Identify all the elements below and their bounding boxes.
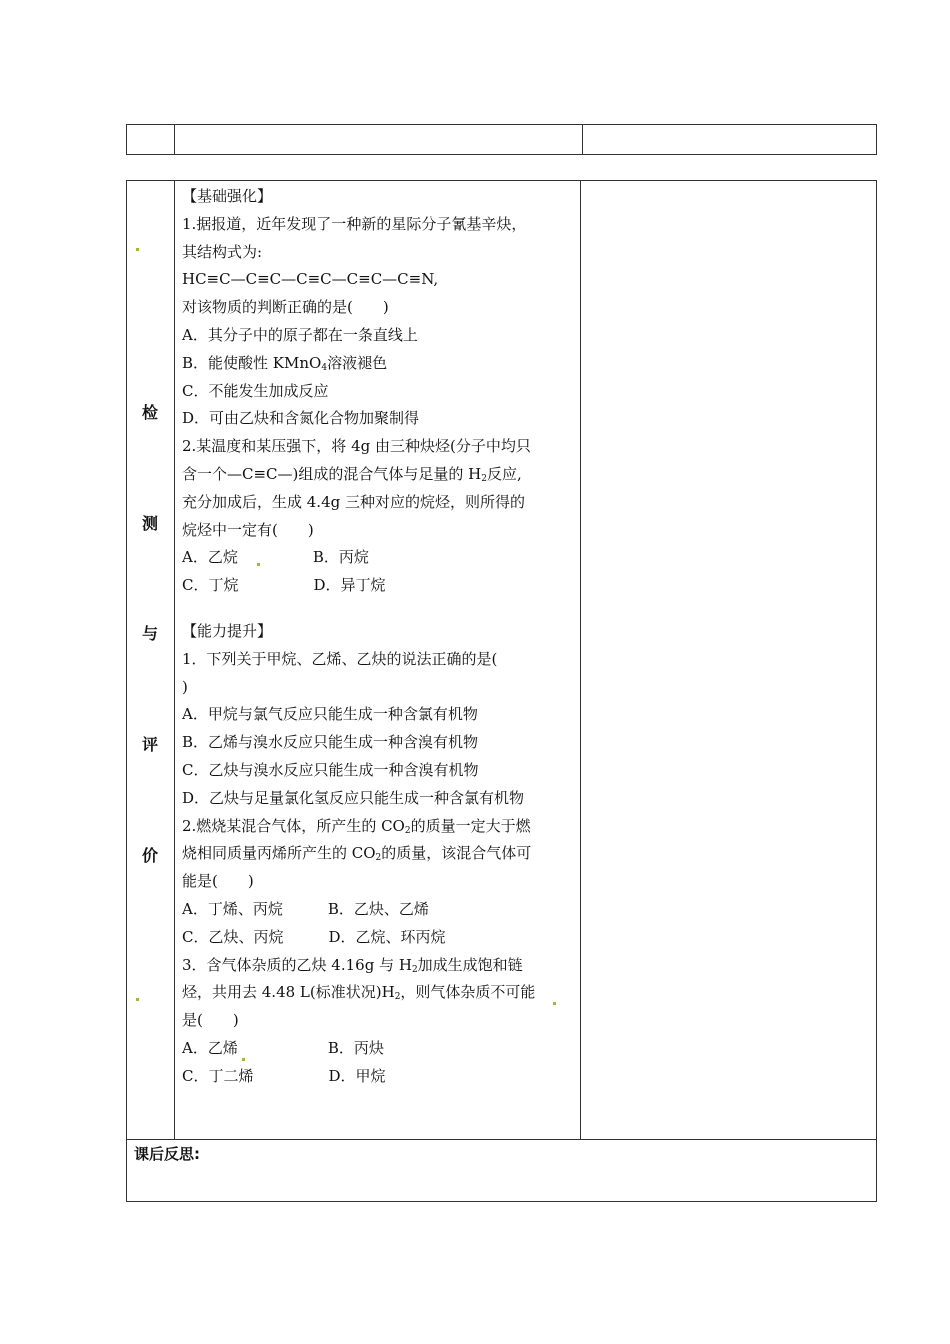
notes-column-divider — [580, 180, 581, 1140]
side-title-char: 检 — [141, 403, 158, 422]
option-b: B．能使酸性 KMnO$_4$溶液褪色 — [182, 353, 388, 373]
question-text: 含一个—C≡C—)组成的混合气体与足量的 $H_2$反应, — [182, 464, 522, 484]
option-a: A．其分子中的原子都在一条直线上 — [182, 325, 418, 344]
side-title-char: 测 — [141, 514, 158, 533]
header-divider — [582, 124, 583, 155]
side-column-divider — [174, 180, 175, 1140]
header-table — [126, 124, 877, 155]
question-text: 是( ) — [182, 1011, 239, 1030]
section-heading-advanced: 【能力提升】 — [182, 621, 273, 640]
question-text: 3．含气体杂质的乙炔 4.16g 与 $H_2$加成生成饱和链 — [182, 955, 523, 975]
question-text: 其结构式为: — [182, 242, 263, 261]
options-ab: A．乙烯 B．丙炔 — [182, 1038, 384, 1057]
decorative-dot — [136, 998, 139, 1001]
question-text: 烃，共用去 4.48 L(标准状况)$H_2$，则气体杂质不可能 — [182, 983, 536, 1003]
section-heading-basic: 【基础强化】 — [182, 187, 273, 205]
side-title-char: 与 — [141, 624, 158, 643]
question-text: 对该物质的判断正确的是( ) — [182, 298, 389, 317]
option-d: D．乙炔与足量氯化氢反应只能生成一种含氯有机物 — [182, 788, 525, 807]
question-text: ) — [182, 677, 188, 696]
options-ab: A．丁烯、丙烷 B．乙炔、乙烯 — [182, 899, 429, 918]
option-b: B．乙烯与溴水反应只能生成一种含溴有机物 — [182, 733, 479, 752]
option-c: C．不能发生加成反应 — [182, 381, 329, 400]
header-divider — [174, 124, 175, 155]
question-text: 烧相同质量丙烯所产生的 $CO_2$的质量，该混合气体可 — [182, 844, 532, 864]
question-content — [182, 183, 577, 1091]
question-text: 烷烃中一定有( ) — [182, 520, 314, 539]
decorative-dot — [136, 248, 139, 251]
options-cd: C．丁二烯 D．甲烷 — [182, 1066, 386, 1085]
option-c: C．乙炔与溴水反应只能生成一种含溴有机物 — [182, 760, 479, 779]
side-title-char: 价 — [141, 846, 158, 865]
question-text: 能是( ) — [182, 872, 254, 891]
side-title-char: 评 — [141, 735, 158, 754]
reflection-divider — [126, 1139, 877, 1140]
question-text: 2.某温度和某压强下，将 4g 由三种炔烃(分子中均只 — [182, 437, 531, 456]
option-a: A．甲烷与氯气反应只能生成一种含氯有机物 — [182, 705, 478, 724]
options-cd: C．丁烷 D．异丁烷 — [182, 576, 386, 595]
option-d: D．可由乙炔和含氮化合物加聚制得 — [182, 409, 420, 428]
question-text: 1．下列关于甲烷、乙烯、乙炔的说法正确的是( — [182, 649, 498, 668]
options-ab: A．乙烷 B．丙烷 — [182, 548, 369, 567]
options-cd: C．乙炔、丙烷 D．乙烷、环丙烷 — [182, 927, 446, 946]
reflection-label: 课后反思: — [134, 1145, 200, 1163]
question-text: 1.据报道，近年发现了一种新的星际分子氰基辛炔， — [182, 214, 527, 233]
structural-formula: HC≡C—C≡C—C≡C—C≡C—C≡N, — [182, 270, 439, 289]
question-text: 充分加成后，生成 4.4g 三种对应的烷烃，则所得的 — [182, 492, 525, 511]
question-text: 2.燃烧某混合气体，所产生的 $CO_2$的质量一定大于燃 — [182, 816, 531, 836]
